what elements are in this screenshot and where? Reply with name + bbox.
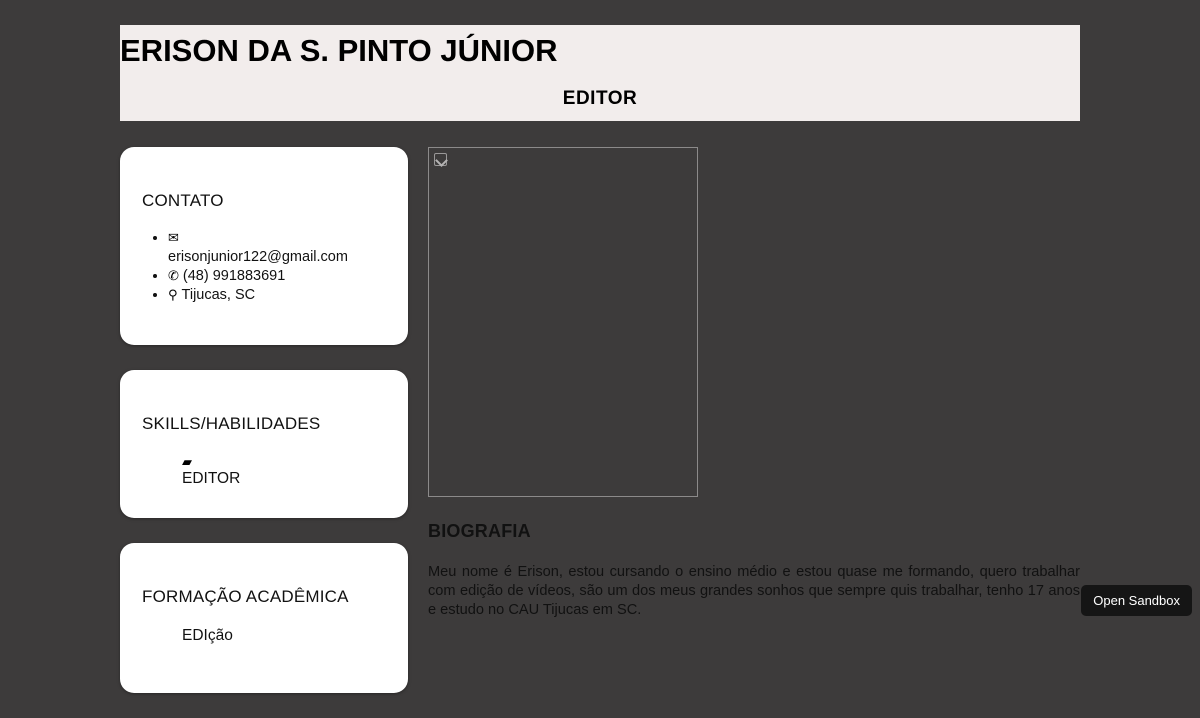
contact-location: Tijucas, SC bbox=[181, 287, 256, 303]
list-item bbox=[168, 267, 386, 286]
card-contato bbox=[120, 147, 408, 345]
mail-icon: ✉ bbox=[168, 231, 179, 246]
profile-photo bbox=[428, 147, 698, 497]
formacao-item: EDIção bbox=[182, 627, 233, 644]
bio-title: BIOGRAFIA bbox=[428, 521, 531, 541]
contact-phone: (48) 991883691 bbox=[182, 268, 286, 284]
list-item bbox=[168, 286, 386, 305]
contact-list bbox=[142, 229, 386, 305]
card-skills bbox=[120, 370, 408, 518]
sidebar bbox=[120, 147, 408, 718]
broken-image-icon bbox=[434, 153, 447, 166]
bio-text: Meu nome é Erison, estou cursando o ensino médio e estou quase me formando, quero trabalhar com edição de vídeos, são um dos meus grandes sonhos que sempre quis trabalhar, tenho 17 anos e estudo no CAU Tijucas em SC. bbox=[428, 564, 1080, 618]
video-camera-icon: ▰ bbox=[182, 455, 192, 470]
phone-icon: ✆ bbox=[168, 269, 179, 284]
skill-item bbox=[182, 456, 386, 487]
open-sandbox-button[interactable]: Open Sandbox bbox=[1081, 585, 1192, 616]
list-item bbox=[168, 229, 386, 267]
page-title: ERISON DA S. PINTO JÚNIOR bbox=[120, 33, 558, 68]
resume-header bbox=[120, 25, 1080, 121]
location-pin-icon: ⚲ bbox=[168, 288, 178, 303]
contact-email[interactable]: erisonjunior122@gmail.com bbox=[168, 249, 348, 265]
card-title-skills: SKILLS/HABILIDADES bbox=[142, 414, 321, 433]
header-role: EDITOR bbox=[562, 88, 638, 109]
skill-label: EDITOR bbox=[182, 470, 241, 487]
card-title-contato: CONTATO bbox=[142, 191, 224, 210]
card-title-formacao: FORMAÇÃO ACADÊMICA bbox=[142, 587, 349, 606]
card-formacao bbox=[120, 543, 408, 693]
